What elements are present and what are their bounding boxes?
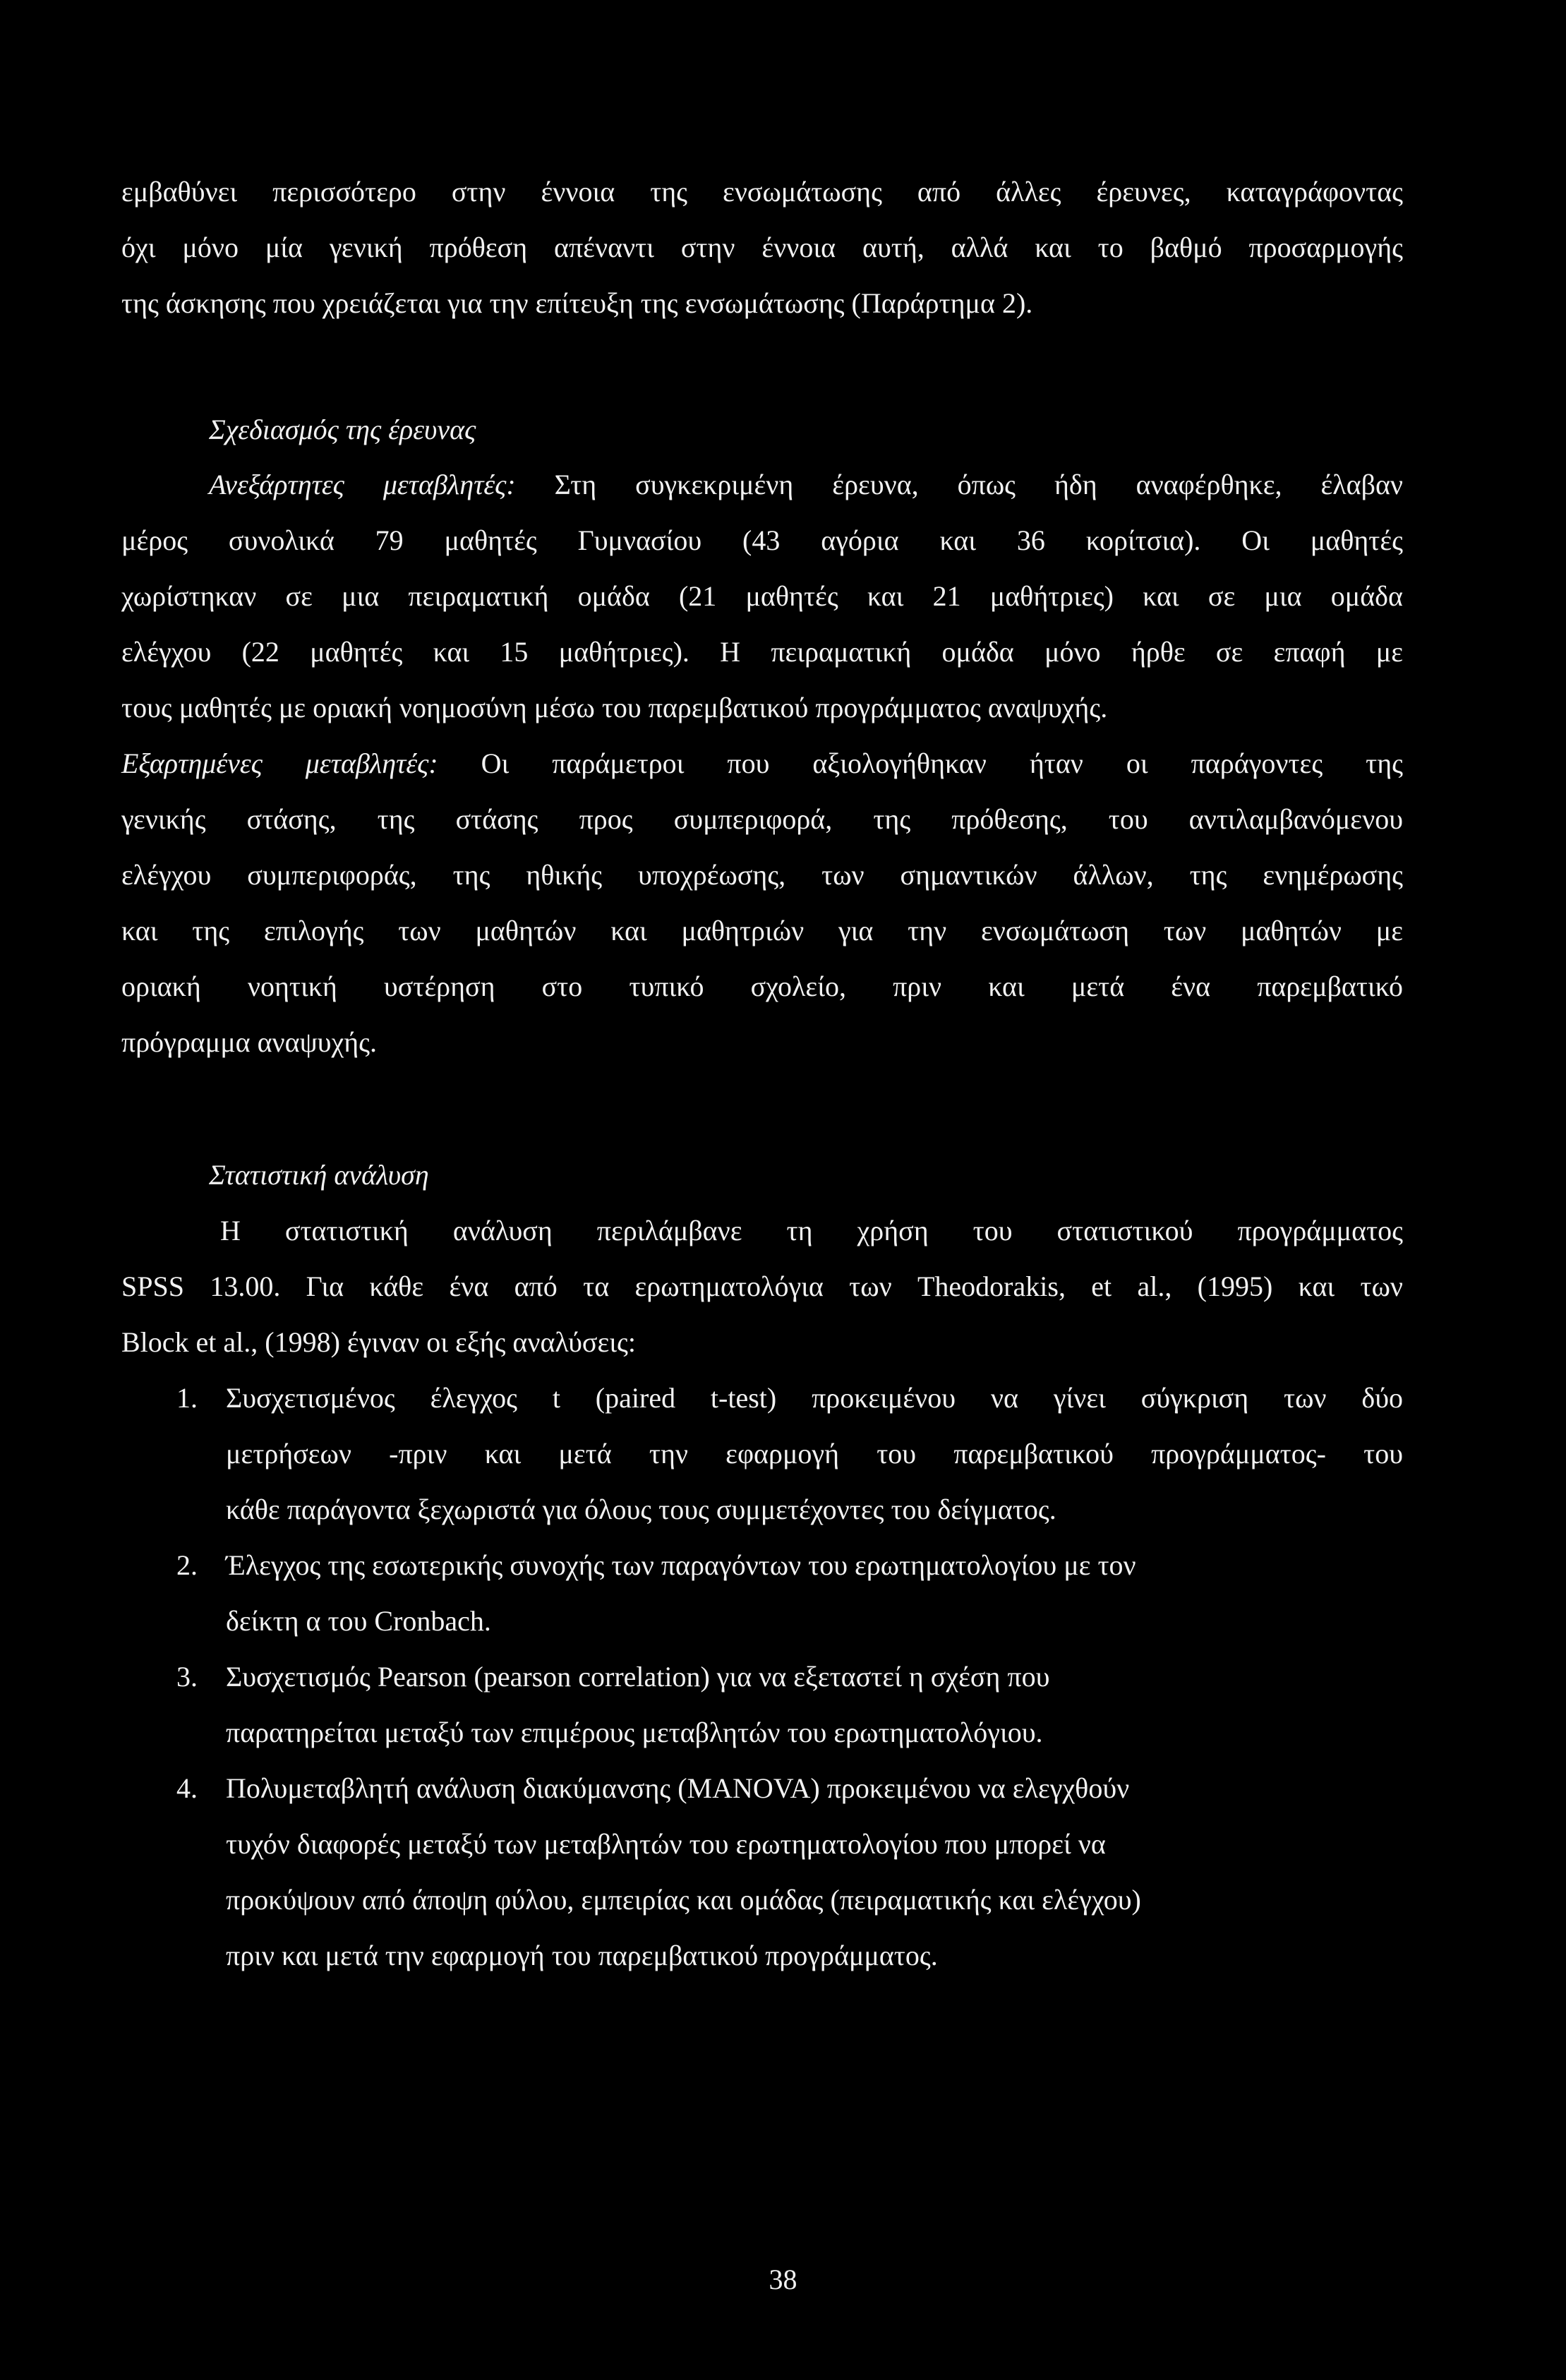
design-heading: Σχεδιασμός της έρευνας [209,414,476,445]
stats-heading: Στατιστική ανάλυση [209,1159,429,1191]
independent-line-1 [209,467,1403,503]
stats-line-2: SPSS 13.00. Για κάθε ένα από τα ερωτηματολόγια των Theodorakis, et al., (1995) και των [121,1270,1403,1302]
stats-line-1: Η στατιστική ανάλυση περιλάμβανε τη χρήση του στατιστικού προγράμματος [220,1215,1403,1246]
independent-first-text: Στη συγκεκριμένη έρευνα, όπως ήδη αναφέρθηκε, έλαβαν [515,469,1403,500]
list-item-4-number: 4. [176,1772,198,1804]
list-item-4-line-2: τυχόν διαφορές μεταξύ των μεταβλητών του ερωτηματολογίου που μπορεί να [226,1828,1106,1860]
list-item-4-line-1: Πολυμεταβλητή ανάλυση διακύμανσης (MANOVA) προκειμένου να ελεγχθούν [226,1772,1130,1804]
list-item-3-line-2: παρατηρείται μεταξύ των επιμέρους μεταβλητών του ερωτηματολόγιου. [226,1717,1043,1748]
independent-line-3: χωρίστηκαν σε μια πειραματική ομάδα (21 μαθητές και 21 μαθήτριες) και σε μια ομάδα [121,580,1403,612]
list-item-1-number: 1. [176,1382,198,1414]
dependent-line-2: γενικής στάσης, της στάσης προς συμπεριφορά, της πρόθεσης, του αντιλαμβανόμενου [121,803,1403,835]
intro-line-3: της άσκησης που χρειάζεται για την επίτευξη της ενσωμάτωσης (Παράρτημα 2). [121,287,1033,319]
list-item-2-line-2: δείκτη α του Cronbach. [226,1605,491,1637]
independent-label: Ανεξάρτητες μεταβλητές: [209,469,516,500]
independent-line-5: τους μαθητές με οριακή νοημοσύνη μέσω του παρεμβατικού προγράμματος αναψυχής. [121,692,1108,723]
dependent-line-4: και της επιλογής των μαθητών και μαθητριών για την ενσωμάτωση των μαθητών με [121,915,1403,946]
list-item-2-line-1: Έλεγχος της εσωτερικής συνοχής των παραγόντων του ερωτηματολογίου με τον [226,1549,1136,1581]
list-item-3-line-1: Συσχετισμός Pearson (pearson correlation) για να εξεταστεί η σχέση που [226,1661,1050,1693]
dependent-line-6: πρόγραμμα αναψυχής. [121,1026,377,1058]
list-item-2-number: 2. [176,1549,198,1581]
page-number: 38 [769,2264,797,2295]
independent-line-4: ελέγχου (22 μαθητές και 15 μαθήτριες). Η πειραματική ομάδα μόνο ήρθε σε επαφή με [121,636,1403,668]
list-item-4-line-4: πριν και μετά την εφαρμογή του παρεμβατικού προγράμματος. [226,1940,938,1971]
list-item-1-line-2: μετρήσεων -πριν και μετά την εφαρμογή του παρεμβατικού προγράμματος- του [226,1438,1403,1470]
list-item-3-number: 3. [176,1661,198,1693]
dependent-line-3: ελέγχου συμπεριφοράς, της ηθικής υποχρέωσης, των σημαντικών άλλων, της ενημέρωσης [121,859,1403,891]
dependent-line-5: οριακή νοητική υστέρηση στο τυπικό σχολείο, πριν και μετά ένα παρεμβατικό [121,970,1403,1002]
stats-line-3: Block et al., (1998) έγιναν οι εξής αναλύσεις: [121,1326,636,1358]
list-item-1-line-3: κάθε παράγοντα ξεχωριστά για όλους τους συμμετέχοντες του δείγματος. [226,1493,1056,1525]
intro-line-2: όχι μόνο μία γενική πρόθεση απέναντι στην έννοια αυτή, αλλά και το βαθμό προσαρμογής [121,232,1403,263]
dependent-label: Εξαρτημένες μεταβλητές: [121,747,438,779]
list-item-4-line-3: προκύψουν από άποψη φύλου, εμπειρίας και ομάδας (πειραματικής και ελέγχου) [226,1884,1141,1916]
list-item-1-line-1: Συσχετισμένος έλεγχος t (paired t-test) προκειμένου να γίνει σύγκριση των δύο [226,1382,1403,1414]
intro-line-1: εμβαθύνει περισσότερο στην έννοια της ενσωμάτωσης από άλλες έρευνες, καταγράφοντας [121,176,1403,208]
dependent-line-1 [121,746,1403,781]
independent-line-2: μέρος συνολικά 79 μαθητές Γυμνασίου (43 αγόρια και 36 κορίτσια). Οι μαθητές [121,524,1403,556]
dependent-first-text: Οι παράμετροι που αξιολογήθηκαν ήταν οι παράγοντες της [438,747,1403,779]
